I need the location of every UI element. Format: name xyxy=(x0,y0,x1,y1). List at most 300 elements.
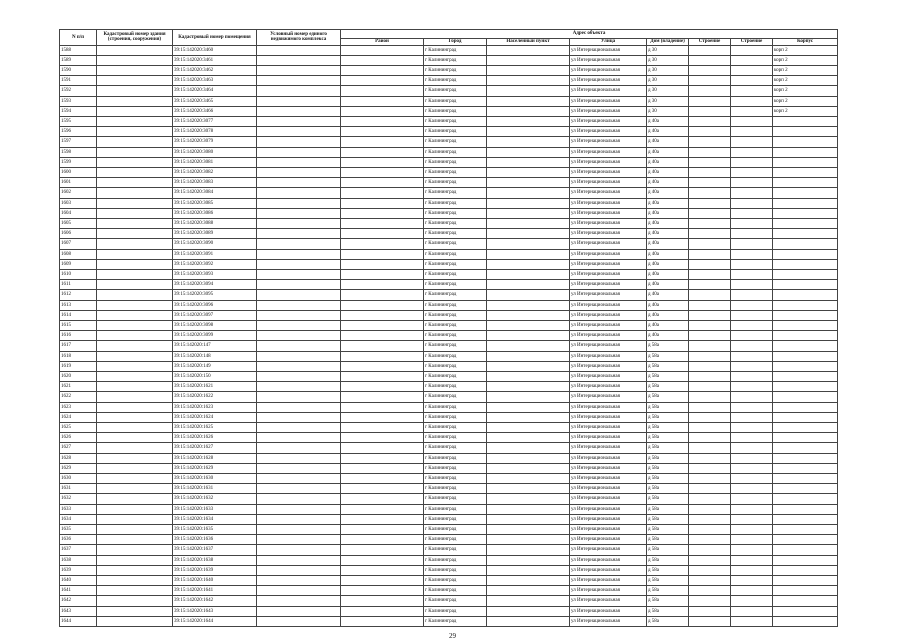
table-row xyxy=(60,361,838,371)
premise-cadastral-cell: 39:15:142020:3089 xyxy=(173,229,257,239)
building-cadastral-cell xyxy=(97,412,173,422)
district-cell xyxy=(341,259,424,269)
locality-cell xyxy=(487,565,570,575)
district-cell xyxy=(341,86,424,96)
street-cell: ул Интернациональная xyxy=(570,606,647,616)
building-cell xyxy=(689,596,731,606)
city-cell: г Калининград xyxy=(424,504,487,514)
city-cell: г Калининград xyxy=(424,239,487,249)
locality-cell xyxy=(487,535,570,545)
korpus-cell xyxy=(773,525,838,535)
structure-cell xyxy=(731,382,773,392)
house-cell: д 58а xyxy=(647,494,689,504)
complex-number-cell xyxy=(257,147,341,157)
structure-cell xyxy=(731,504,773,514)
row-number: 1618 xyxy=(60,351,97,361)
row-number: 1591 xyxy=(60,76,97,86)
locality-cell xyxy=(487,555,570,565)
locality-cell xyxy=(487,208,570,218)
korpus-cell xyxy=(773,392,838,402)
building-cell xyxy=(689,259,731,269)
premise-cadastral-cell: 39:15:142020:1639 xyxy=(173,565,257,575)
row-number: 1602 xyxy=(60,188,97,198)
district-cell xyxy=(341,65,424,75)
district-cell xyxy=(341,76,424,86)
building-cadastral-cell xyxy=(97,127,173,137)
locality-cell xyxy=(487,474,570,484)
row-number: 1620 xyxy=(60,372,97,382)
header-structure: Строение xyxy=(731,39,773,46)
premise-cadastral-cell: 39:15:142020:1643 xyxy=(173,606,257,616)
table-row xyxy=(60,392,838,402)
complex-number-cell xyxy=(257,269,341,279)
building-cadastral-cell xyxy=(97,565,173,575)
house-cell: д 40а xyxy=(647,147,689,157)
korpus-cell: корп 2 xyxy=(773,86,838,96)
building-cell xyxy=(689,586,731,596)
header-num: N п/п xyxy=(60,30,97,46)
row-number: 1616 xyxy=(60,331,97,341)
city-cell: г Калининград xyxy=(424,351,487,361)
row-number: 1631 xyxy=(60,484,97,494)
locality-cell xyxy=(487,198,570,208)
premise-cadastral-cell: 39:15:142020:148 xyxy=(173,351,257,361)
row-number: 1590 xyxy=(60,65,97,75)
premise-cadastral-cell: 39:15:142020:1638 xyxy=(173,555,257,565)
table-row xyxy=(60,331,838,341)
row-number: 1639 xyxy=(60,565,97,575)
row-number: 1612 xyxy=(60,290,97,300)
district-cell xyxy=(341,269,424,279)
street-cell: ул Интернациональная xyxy=(570,402,647,412)
building-cell xyxy=(689,565,731,575)
row-number: 1613 xyxy=(60,300,97,310)
street-cell: ул Интернациональная xyxy=(570,423,647,433)
city-cell: г Калининград xyxy=(424,178,487,188)
premise-cadastral-cell: 39:15:142020:3081 xyxy=(173,157,257,167)
building-cell xyxy=(689,45,731,55)
table-row xyxy=(60,616,838,626)
premise-cadastral-cell: 39:15:142020:3463 xyxy=(173,76,257,86)
complex-number-cell xyxy=(257,555,341,565)
korpus-cell xyxy=(773,453,838,463)
structure-cell xyxy=(731,331,773,341)
district-cell xyxy=(341,453,424,463)
row-number: 1610 xyxy=(60,269,97,279)
city-cell: г Калининград xyxy=(424,423,487,433)
house-cell: д 40а xyxy=(647,280,689,290)
locality-cell xyxy=(487,453,570,463)
structure-cell xyxy=(731,606,773,616)
city-cell: г Калининград xyxy=(424,208,487,218)
district-cell xyxy=(341,300,424,310)
row-number: 1633 xyxy=(60,504,97,514)
structure-cell xyxy=(731,269,773,279)
complex-number-cell xyxy=(257,586,341,596)
district-cell xyxy=(341,167,424,177)
table-row xyxy=(60,65,838,75)
complex-number-cell xyxy=(257,535,341,545)
complex-number-cell xyxy=(257,504,341,514)
city-cell: г Калининград xyxy=(424,137,487,147)
city-cell: г Калининград xyxy=(424,65,487,75)
house-cell: д 58а xyxy=(647,361,689,371)
district-cell xyxy=(341,157,424,167)
house-cell: д 40а xyxy=(647,198,689,208)
city-cell: г Калининград xyxy=(424,565,487,575)
city-cell: г Калининград xyxy=(424,616,487,626)
district-cell xyxy=(341,45,424,55)
building-cadastral-cell xyxy=(97,606,173,616)
house-cell: д 58а xyxy=(647,474,689,484)
city-cell: г Калининград xyxy=(424,463,487,473)
structure-cell xyxy=(731,106,773,116)
district-cell xyxy=(341,463,424,473)
table-row xyxy=(60,535,838,545)
building-cell xyxy=(689,423,731,433)
header-address-group: Адрес объекта xyxy=(341,30,838,39)
korpus-cell xyxy=(773,320,838,330)
table-row xyxy=(60,269,838,279)
city-cell: г Калининград xyxy=(424,86,487,96)
district-cell xyxy=(341,249,424,259)
house-cell: д 40а xyxy=(647,300,689,310)
premise-cadastral-cell: 39:15:142020:1631 xyxy=(173,484,257,494)
complex-number-cell xyxy=(257,320,341,330)
building-cell xyxy=(689,290,731,300)
building-cadastral-cell xyxy=(97,484,173,494)
complex-number-cell xyxy=(257,127,341,137)
street-cell: ул Интернациональная xyxy=(570,565,647,575)
house-cell: д 40а xyxy=(647,320,689,330)
premise-cadastral-cell: 39:15:142020:1634 xyxy=(173,514,257,524)
building-cadastral-cell xyxy=(97,443,173,453)
structure-cell xyxy=(731,433,773,443)
house-cell: д 58а xyxy=(647,443,689,453)
building-cell xyxy=(689,341,731,351)
complex-number-cell xyxy=(257,525,341,535)
table-row xyxy=(60,76,838,86)
premise-cadastral-cell: 39:15:142020:3466 xyxy=(173,106,257,116)
row-number: 1589 xyxy=(60,55,97,65)
building-cell xyxy=(689,208,731,218)
street-cell: ул Интернациональная xyxy=(570,116,647,126)
house-cell: д 58а xyxy=(647,606,689,616)
building-cadastral-cell xyxy=(97,525,173,535)
street-cell: ул Интернациональная xyxy=(570,178,647,188)
district-cell xyxy=(341,96,424,106)
table-row xyxy=(60,320,838,330)
street-cell: ул Интернациональная xyxy=(570,157,647,167)
city-cell: г Калининград xyxy=(424,229,487,239)
premise-cadastral-cell: 39:15:142020:3092 xyxy=(173,259,257,269)
building-cadastral-cell xyxy=(97,453,173,463)
street-cell: ул Интернациональная xyxy=(570,127,647,137)
header-district: Район xyxy=(341,39,424,46)
structure-cell xyxy=(731,545,773,555)
building-cadastral-cell xyxy=(97,474,173,484)
street-cell: ул Интернациональная xyxy=(570,341,647,351)
house-cell: д 40а xyxy=(647,127,689,137)
korpus-cell xyxy=(773,331,838,341)
row-number: 1643 xyxy=(60,606,97,616)
premise-cadastral-cell: 39:15:142020:3077 xyxy=(173,116,257,126)
structure-cell xyxy=(731,392,773,402)
street-cell: ул Интернациональная xyxy=(570,504,647,514)
city-cell: г Калининград xyxy=(424,586,487,596)
street-cell: ул Интернациональная xyxy=(570,412,647,422)
street-cell: ул Интернациональная xyxy=(570,45,647,55)
structure-cell xyxy=(731,208,773,218)
city-cell: г Калининград xyxy=(424,96,487,106)
premise-cadastral-cell: 39:15:142020:3461 xyxy=(173,55,257,65)
complex-number-cell xyxy=(257,157,341,167)
house-cell: д 58а xyxy=(647,565,689,575)
structure-cell xyxy=(731,443,773,453)
locality-cell xyxy=(487,167,570,177)
row-number: 1601 xyxy=(60,178,97,188)
korpus-cell xyxy=(773,290,838,300)
complex-number-cell xyxy=(257,494,341,504)
city-cell: г Калининград xyxy=(424,606,487,616)
district-cell xyxy=(341,504,424,514)
building-cadastral-cell xyxy=(97,290,173,300)
street-cell: ул Интернациональная xyxy=(570,372,647,382)
city-cell: г Калининград xyxy=(424,167,487,177)
table-row xyxy=(60,525,838,535)
table-row xyxy=(60,443,838,453)
complex-number-cell xyxy=(257,545,341,555)
building-cell xyxy=(689,157,731,167)
structure-cell xyxy=(731,494,773,504)
house-cell: д 40а xyxy=(647,157,689,167)
city-cell: г Калининград xyxy=(424,249,487,259)
locality-cell xyxy=(487,76,570,86)
header-locality: Населенный пункт xyxy=(487,39,570,46)
complex-number-cell xyxy=(257,372,341,382)
locality-cell xyxy=(487,545,570,555)
premise-cadastral-cell: 39:15:142020:3079 xyxy=(173,137,257,147)
complex-number-cell xyxy=(257,382,341,392)
structure-cell xyxy=(731,116,773,126)
locality-cell xyxy=(487,269,570,279)
structure-cell xyxy=(731,229,773,239)
district-cell xyxy=(341,290,424,300)
korpus-cell xyxy=(773,269,838,279)
premise-cadastral-cell: 39:15:142020:1644 xyxy=(173,616,257,626)
district-cell xyxy=(341,351,424,361)
house-cell: д 58а xyxy=(647,351,689,361)
building-cadastral-cell xyxy=(97,351,173,361)
header-korpus: Корпус xyxy=(773,39,838,46)
building-cell xyxy=(689,188,731,198)
structure-cell xyxy=(731,198,773,208)
house-cell: д 40а xyxy=(647,208,689,218)
building-cell xyxy=(689,55,731,65)
korpus-cell xyxy=(773,361,838,371)
building-cell xyxy=(689,198,731,208)
structure-cell xyxy=(731,137,773,147)
building-cadastral-cell xyxy=(97,392,173,402)
korpus-cell xyxy=(773,535,838,545)
korpus-cell: корп 2 xyxy=(773,96,838,106)
district-cell xyxy=(341,443,424,453)
korpus-cell xyxy=(773,576,838,586)
table-row xyxy=(60,596,838,606)
structure-cell xyxy=(731,96,773,106)
premise-cadastral-cell: 39:15:142020:3091 xyxy=(173,249,257,259)
structure-cell xyxy=(731,361,773,371)
premise-cadastral-cell: 39:15:142020:3080 xyxy=(173,147,257,157)
district-cell xyxy=(341,586,424,596)
table-row xyxy=(60,494,838,504)
house-cell: д 58а xyxy=(647,392,689,402)
premise-cadastral-cell: 39:15:142020:1640 xyxy=(173,576,257,586)
structure-cell xyxy=(731,259,773,269)
locality-cell xyxy=(487,606,570,616)
structure-cell xyxy=(731,178,773,188)
building-cell xyxy=(689,576,731,586)
table-row xyxy=(60,280,838,290)
korpus-cell xyxy=(773,606,838,616)
premise-cadastral-cell: 39:15:142020:3084 xyxy=(173,188,257,198)
city-cell: г Калининград xyxy=(424,514,487,524)
row-number: 1626 xyxy=(60,433,97,443)
row-number: 1600 xyxy=(60,167,97,177)
korpus-cell xyxy=(773,341,838,351)
premise-cadastral-cell: 39:15:142020:1628 xyxy=(173,453,257,463)
row-number: 1624 xyxy=(60,412,97,422)
premise-cadastral-cell: 39:15:142020:3093 xyxy=(173,269,257,279)
building-cadastral-cell xyxy=(97,55,173,65)
table-row xyxy=(60,545,838,555)
premise-cadastral-cell: 39:15:142020:1641 xyxy=(173,586,257,596)
locality-cell xyxy=(487,239,570,249)
structure-cell xyxy=(731,320,773,330)
korpus-cell xyxy=(773,147,838,157)
table-row xyxy=(60,453,838,463)
street-cell: ул Интернациональная xyxy=(570,494,647,504)
street-cell: ул Интернациональная xyxy=(570,433,647,443)
building-cadastral-cell xyxy=(97,463,173,473)
building-cell xyxy=(689,65,731,75)
building-cadastral-cell xyxy=(97,504,173,514)
table-row xyxy=(60,514,838,524)
street-cell: ул Интернациональная xyxy=(570,351,647,361)
building-cadastral-cell xyxy=(97,514,173,524)
building-cadastral-cell xyxy=(97,372,173,382)
street-cell: ул Интернациональная xyxy=(570,218,647,228)
structure-cell xyxy=(731,423,773,433)
complex-number-cell xyxy=(257,178,341,188)
premise-cadastral-cell: 39:15:142020:3082 xyxy=(173,167,257,177)
korpus-cell xyxy=(773,280,838,290)
city-cell: г Калининград xyxy=(424,218,487,228)
complex-number-cell xyxy=(257,463,341,473)
table-row xyxy=(60,463,838,473)
complex-number-cell xyxy=(257,198,341,208)
street-cell: ул Интернациональная xyxy=(570,106,647,116)
korpus-cell xyxy=(773,208,838,218)
premise-cadastral-cell: 39:15:142020:3086 xyxy=(173,208,257,218)
district-cell xyxy=(341,55,424,65)
building-cadastral-cell xyxy=(97,106,173,116)
table-row xyxy=(60,229,838,239)
house-cell: д 58а xyxy=(647,372,689,382)
district-cell xyxy=(341,484,424,494)
table-row xyxy=(60,433,838,443)
street-cell: ул Интернациональная xyxy=(570,188,647,198)
street-cell: ул Интернациональная xyxy=(570,382,647,392)
district-cell xyxy=(341,474,424,484)
building-cadastral-cell xyxy=(97,178,173,188)
structure-cell xyxy=(731,147,773,157)
premise-cadastral-cell: 39:15:142020:3462 xyxy=(173,65,257,75)
complex-number-cell xyxy=(257,361,341,371)
street-cell: ул Интернациональная xyxy=(570,208,647,218)
korpus-cell xyxy=(773,443,838,453)
building-cadastral-cell xyxy=(97,65,173,75)
table-row xyxy=(60,351,838,361)
table-row xyxy=(60,167,838,177)
korpus-cell xyxy=(773,463,838,473)
city-cell: г Калининград xyxy=(424,280,487,290)
building-cell xyxy=(689,147,731,157)
locality-cell xyxy=(487,106,570,116)
korpus-cell xyxy=(773,545,838,555)
korpus-cell xyxy=(773,514,838,524)
structure-cell xyxy=(731,76,773,86)
table-row xyxy=(60,341,838,351)
structure-cell xyxy=(731,351,773,361)
building-cell xyxy=(689,310,731,320)
city-cell: г Калининград xyxy=(424,198,487,208)
city-cell: г Калининград xyxy=(424,300,487,310)
house-cell: д 58а xyxy=(647,586,689,596)
complex-number-cell xyxy=(257,229,341,239)
house-cell: д 58а xyxy=(647,382,689,392)
district-cell xyxy=(341,341,424,351)
row-number: 1609 xyxy=(60,259,97,269)
locality-cell xyxy=(487,249,570,259)
row-number: 1593 xyxy=(60,96,97,106)
korpus-cell xyxy=(773,300,838,310)
premise-cadastral-cell: 39:15:142020:3090 xyxy=(173,239,257,249)
premise-cadastral-cell: 39:15:142020:1626 xyxy=(173,433,257,443)
locality-cell xyxy=(487,423,570,433)
locality-cell xyxy=(487,280,570,290)
korpus-cell: корп 2 xyxy=(773,76,838,86)
locality-cell xyxy=(487,188,570,198)
locality-cell xyxy=(487,116,570,126)
house-cell: д 30 xyxy=(647,106,689,116)
locality-cell xyxy=(487,331,570,341)
row-number: 1627 xyxy=(60,443,97,453)
premise-cadastral-cell: 39:15:142020:149 xyxy=(173,361,257,371)
complex-number-cell xyxy=(257,453,341,463)
row-number: 1605 xyxy=(60,218,97,228)
row-number: 1635 xyxy=(60,525,97,535)
street-cell: ул Интернациональная xyxy=(570,576,647,586)
house-cell: д 40а xyxy=(647,269,689,279)
complex-number-cell xyxy=(257,484,341,494)
structure-cell xyxy=(731,535,773,545)
premise-cadastral-cell: 39:15:142020:1630 xyxy=(173,474,257,484)
district-cell xyxy=(341,116,424,126)
locality-cell xyxy=(487,259,570,269)
building-cadastral-cell xyxy=(97,423,173,433)
house-cell: д 58а xyxy=(647,535,689,545)
